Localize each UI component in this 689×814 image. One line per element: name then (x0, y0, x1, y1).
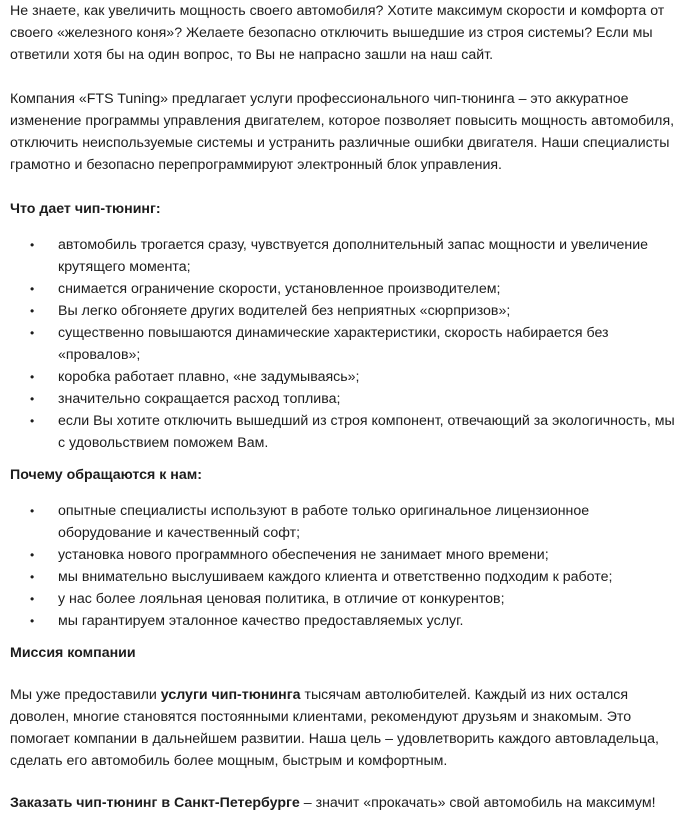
benefits-heading: Что дает чип-тюнинг: (10, 201, 161, 217)
list-item (30, 588, 683, 610)
bullet-icon: • (30, 570, 35, 584)
list-item (30, 610, 683, 632)
list-item-text: установка нового программного обеспечения не занимает много времени; (58, 547, 549, 563)
mission-text-start: Мы уже предоставили (10, 687, 161, 703)
list-item-text: существенно повышаются динамические характеристики, скорость набирается без «провалов»; (58, 325, 609, 363)
list-item-text: мы внимательно выслушиваем каждого клиента и ответственно подходим к работе; (58, 569, 613, 585)
reasons-heading: Почему обращаются к нам: (10, 467, 202, 483)
bullet-icon: • (30, 326, 35, 340)
list-item (30, 234, 683, 278)
benefits-list (10, 234, 683, 454)
list-item (30, 388, 683, 410)
list-item (30, 410, 683, 454)
list-item-text: значительно сокращается расход топлива; (58, 391, 341, 407)
bullet-icon: • (30, 504, 35, 518)
list-item (30, 322, 683, 366)
bullet-icon: • (30, 304, 35, 318)
bullet-icon: • (30, 392, 35, 406)
bullet-icon: • (30, 282, 35, 296)
bullet-icon: • (30, 592, 35, 606)
mission-heading: Миссия компании (10, 645, 136, 661)
mission-paragraph (10, 684, 683, 772)
bullet-icon: • (30, 370, 35, 384)
mission-service-highlight: услуги чип-тюнинга (160, 687, 301, 703)
order-highlight: Заказать чип-тюнинг в Санкт-Петербурге (10, 795, 300, 811)
list-item-text: если Вы хотите отключить вышедший из строя компонент, отвечающий за экологичность, мы с удовольствием поможем Вам. (58, 413, 675, 451)
list-item-text: снимается ограничение скорости, установленное производителем; (58, 281, 501, 297)
list-item (30, 366, 683, 388)
order-text: – значит «прокачать» свой автомобиль на максимум! (299, 795, 656, 811)
list-item-text: опытные специалисты используют в работе только оригинальное лицензионное оборудование и качественный софт; (58, 503, 590, 541)
bullet-icon: • (30, 614, 35, 628)
list-item (30, 500, 683, 544)
order-paragraph (10, 792, 683, 814)
list-item (30, 300, 683, 322)
list-item-text: коробка работает плавно, «не задумываясь»; (58, 369, 360, 385)
bullet-icon: • (30, 548, 35, 562)
list-item-text: автомобиль трогается сразу, чувствуется дополнительный запас мощности и увеличение крутящего момента; (58, 237, 649, 275)
list-item (30, 566, 683, 588)
list-item-text: мы гарантируем эталонное качество предоставляемых услуг. (58, 613, 464, 629)
intro-paragraph: Не знаете, как увеличить мощность своего автомобиля? Хотите максимум скорости и комфорта от своего «железного коня»? Желаете безопасно отключить вышедшие из строя системы? Если мы ответили хотя бы на один вопрос, то Вы не напрасно зашли на наш сайт. (10, 3, 665, 63)
bullet-icon: • (30, 238, 35, 252)
list-item-text: у нас более лояльная ценовая политика, в отличие от конкурентов; (58, 591, 505, 607)
bullet-icon: • (30, 414, 35, 428)
list-item (30, 278, 683, 300)
list-item (30, 544, 683, 566)
company-paragraph: Компания «FTS Tuning» предлагает услуги профессионального чип-тюнинга – это аккуратное изменение программы управления двигателем, которое позволяет повысить мощность автомобиля, отключить неиспользуемые системы и устранить различные ошибки двигателя. Наши специалисты грамотно и безопасно перепрограммируют электронный блок управления. (10, 91, 675, 173)
mission-text-end: тысячам автолюбителей. Каждый из них остался доволен, многие становятся постоянными клиентами, рекомендуют друзьям и знакомым. Это помогает компании в дальнейшем развитии. Наша цель – удовлетворить каждого автовладельца, сделать его автомобиль более мощным, быстрым и комфортным. (10, 687, 659, 769)
list-item-text: Вы легко обгоняете других водителей без неприятных «сюрпризов»; (58, 303, 511, 319)
reasons-list (10, 500, 683, 632)
